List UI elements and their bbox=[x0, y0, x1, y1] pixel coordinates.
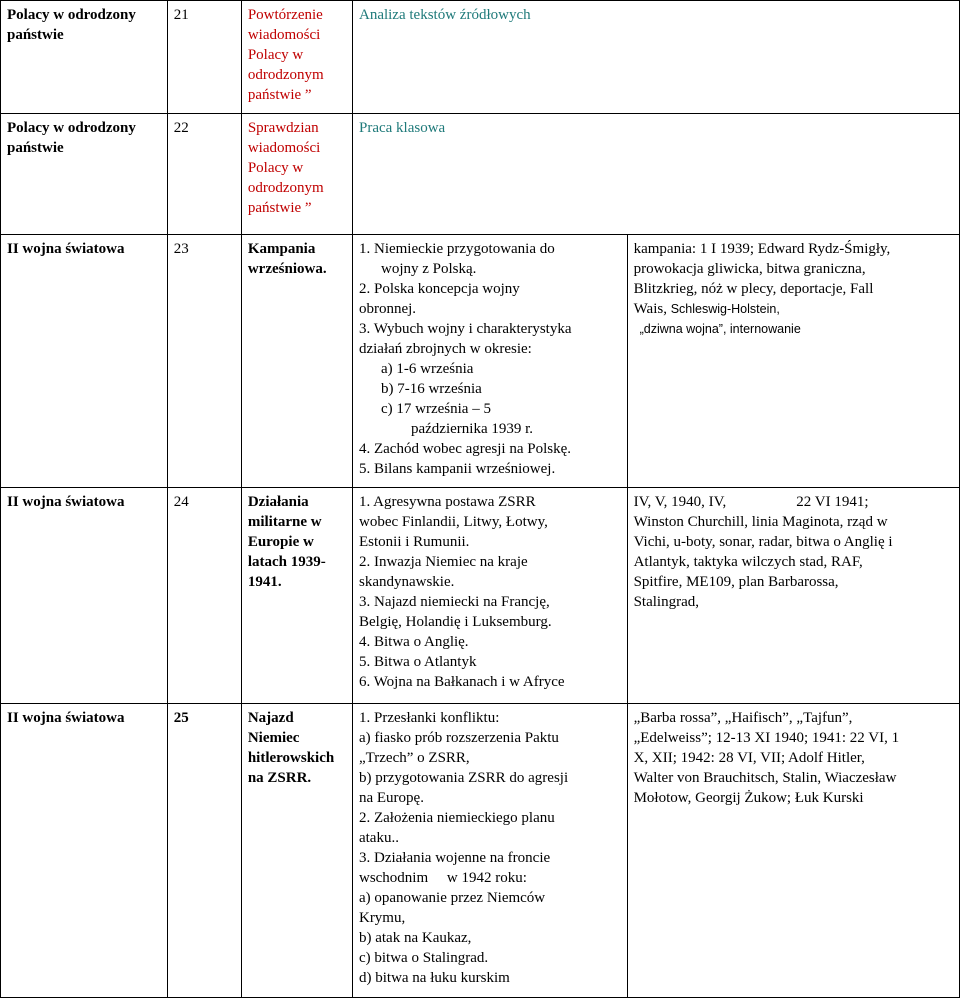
terms-line: Blitzkrieg, nóż w plecy, deportacje, Fall bbox=[633, 281, 874, 297]
content-line: b) przygotowania ZSRR do agresji bbox=[358, 770, 569, 786]
content-line: „Trzech” o ZSRR, bbox=[358, 750, 470, 766]
content-line: 3. Najazd niemiecki na Francję, bbox=[358, 594, 550, 610]
topic-line: wiadomości bbox=[247, 27, 321, 43]
topic-line: na ZSRR. bbox=[247, 770, 312, 786]
content-line: Belgię, Holandię i Luksemburg. bbox=[358, 614, 552, 630]
terms-line: Mołotow, Georgij Żukow; Łuk Kurski bbox=[633, 790, 864, 806]
content-line: wojny z Polską. bbox=[380, 261, 477, 277]
content-line: 2. Inwazja Niemiec na kraje bbox=[358, 554, 528, 570]
content-line: a) fiasko prób rozszerzenia Paktu bbox=[358, 730, 559, 746]
content-line: c) bitwa o Stalingrad. bbox=[358, 950, 489, 966]
topic-line: wiadomości bbox=[247, 140, 321, 156]
content-cell bbox=[352, 235, 627, 488]
content-line: 6. Wojna na Bałkanach i w Afryce bbox=[358, 674, 565, 690]
content-line: Estonii i Rumunii. bbox=[358, 534, 470, 550]
topic-line: Kampania bbox=[247, 241, 316, 257]
table-row bbox=[1, 114, 960, 235]
terms-line bbox=[634, 299, 953, 319]
content-line: c) 17 września – 5 bbox=[380, 401, 491, 417]
lesson-number: 22 bbox=[167, 114, 241, 235]
topic-line: odrodzonym bbox=[247, 180, 324, 196]
terms-cell bbox=[627, 704, 959, 998]
section-cell: II wojna światowa bbox=[1, 488, 168, 704]
section-cell: Polacy w odrodzony państwie bbox=[1, 1, 168, 114]
content-line: działań zbrojnych w okresie: bbox=[358, 341, 532, 357]
content-line: 1. Agresywna postawa ZSRR bbox=[358, 494, 536, 510]
topic-line: Polacy w bbox=[247, 47, 304, 63]
topic-line: Polacy w bbox=[247, 160, 304, 176]
lesson-number: 25 bbox=[167, 704, 241, 998]
terms-line: „dziwna wojna”, internowanie bbox=[639, 322, 801, 336]
content-cell bbox=[352, 704, 627, 998]
content-line: 4. Zachód wobec agresji na Polskę. bbox=[358, 441, 572, 457]
topic-cell bbox=[241, 235, 352, 488]
terms-line: Stalingrad, bbox=[633, 594, 699, 610]
content-line: Krymu, bbox=[358, 910, 406, 926]
topic-line: latach 1939- bbox=[247, 554, 326, 570]
terms-line: „Barba rossa”, „Haifisch”, „Tajfun”, bbox=[633, 710, 853, 726]
topic-line: militarne w bbox=[247, 514, 322, 530]
content-line: na Europę. bbox=[358, 790, 424, 806]
topic-line: Powtórzenie bbox=[247, 7, 323, 23]
topic-line: państwie ” bbox=[247, 87, 312, 103]
content-line: 5. Bilans kampanii wrześniowej. bbox=[358, 461, 556, 477]
lesson-number: 24 bbox=[167, 488, 241, 704]
section-cell: Polacy w odrodzony państwie bbox=[1, 114, 168, 235]
topic-line: wrześniowa. bbox=[247, 261, 327, 277]
topic-cell bbox=[241, 704, 352, 998]
content-line: Analiza tekstów źródłowych bbox=[358, 7, 531, 23]
content-line: 3. Wybuch wojny i charakterystyka bbox=[358, 321, 572, 337]
content-cell bbox=[352, 1, 959, 114]
section-cell: II wojna światowa bbox=[1, 704, 168, 998]
content-line: skandynawskie. bbox=[358, 574, 455, 590]
section-cell: II wojna światowa bbox=[1, 235, 168, 488]
content-line: ataku.. bbox=[358, 830, 399, 846]
content-line: a) 1-6 września bbox=[380, 361, 474, 377]
terms-fragment: Schleswig-Holstein, bbox=[670, 302, 780, 316]
table-row bbox=[1, 488, 960, 704]
terms-fragment: 22 VI 1941; bbox=[796, 494, 869, 510]
content-line: października 1939 r. bbox=[410, 421, 534, 437]
content-line: d) bitwa na łuku kurskim bbox=[358, 970, 510, 986]
content-line: b) atak na Kaukaz, bbox=[358, 930, 472, 946]
content-line: obronnej. bbox=[358, 301, 417, 317]
terms-line: Spitfire, ME109, plan Barbarossa, bbox=[633, 574, 839, 590]
terms-line: kampania: 1 I 1939; Edward Rydz-Śmigły, bbox=[633, 241, 891, 257]
terms-cell bbox=[627, 235, 959, 488]
terms-line bbox=[634, 492, 953, 512]
lesson-number: 23 bbox=[167, 235, 241, 488]
terms-line: „Edelweiss”; 12-13 XI 1940; 1941: 22 VI, 1 bbox=[633, 730, 900, 746]
terms-line: Atlantyk, taktyka wilczych stad, RAF, bbox=[633, 554, 863, 570]
lesson-number: 21 bbox=[167, 1, 241, 114]
terms-cell bbox=[627, 488, 959, 704]
topic-line: odrodzonym bbox=[247, 67, 324, 83]
content-line: 1. Niemieckie przygotowania do bbox=[358, 241, 555, 257]
content-line: b) 7-16 września bbox=[380, 381, 482, 397]
terms-line: Winston Churchill, linia Maginota, rząd w bbox=[633, 514, 888, 530]
content-line: wschodnim w 1942 roku: bbox=[358, 870, 527, 886]
topic-line: Europie w bbox=[247, 534, 314, 550]
content-line: 5. Bitwa o Atlantyk bbox=[358, 654, 477, 670]
topic-line: Niemiec bbox=[247, 730, 300, 746]
terms-fragment: Wais, bbox=[633, 301, 671, 317]
terms-line: prowokacja gliwicka, bitwa graniczna, bbox=[633, 261, 866, 277]
terms-fragment: IV, V, 1940, IV, bbox=[633, 494, 727, 510]
topic-cell bbox=[241, 114, 352, 235]
content-line: 2. Polska koncepcja wojny bbox=[358, 281, 520, 297]
topic-cell bbox=[241, 1, 352, 114]
topic-line: państwie ” bbox=[247, 200, 312, 216]
topic-line: hitlerowskich bbox=[247, 750, 335, 766]
terms-line: X, XII; 1942: 28 VI, VII; Adolf Hitler, bbox=[633, 750, 865, 766]
content-line: 2. Założenia niemieckiego planu bbox=[358, 810, 555, 826]
topic-line: Najazd bbox=[247, 710, 294, 726]
table-row bbox=[1, 1, 960, 114]
content-line: 1. Przesłanki konfliktu: bbox=[358, 710, 500, 726]
terms-line: Vichi, u-boty, sonar, radar, bitwa o Anglię i bbox=[633, 534, 893, 550]
terms-line: Walter von Brauchitsch, Stalin, Wiaczesław bbox=[633, 770, 897, 786]
content-line: 4. Bitwa o Anglię. bbox=[358, 634, 469, 650]
content-line: 3. Działania wojenne na froncie bbox=[358, 850, 551, 866]
topic-line: Sprawdzian bbox=[247, 120, 319, 136]
topic-line: Działania bbox=[247, 494, 309, 510]
topic-cell bbox=[241, 488, 352, 704]
table-row bbox=[1, 235, 960, 488]
content-line: a) opanowanie przez Niemców bbox=[358, 890, 546, 906]
topic-line: 1941. bbox=[247, 574, 282, 590]
content-line: Praca klasowa bbox=[358, 120, 446, 136]
content-cell bbox=[352, 114, 959, 235]
content-line: wobec Finlandii, Litwy, Łotwy, bbox=[358, 514, 548, 530]
content-cell bbox=[352, 488, 627, 704]
table-row bbox=[1, 704, 960, 998]
